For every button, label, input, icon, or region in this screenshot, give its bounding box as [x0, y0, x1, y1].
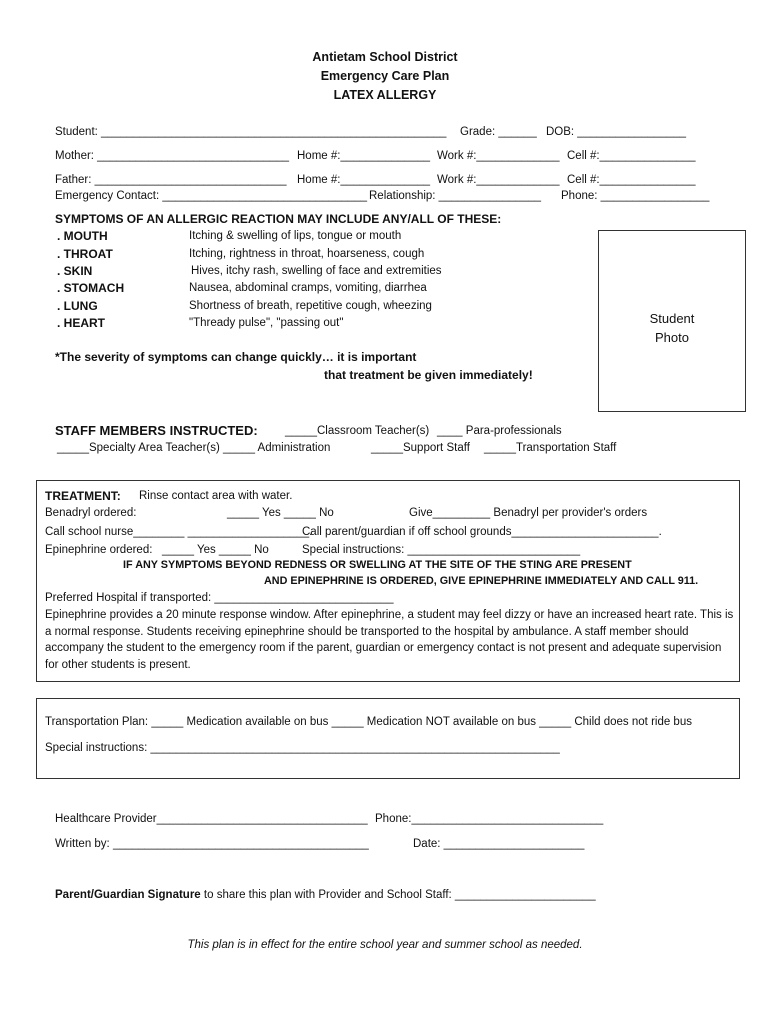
signature-label: Parent/Guardian Signature	[55, 889, 201, 901]
grade-field[interactable]: Grade: ______	[460, 126, 537, 138]
severity-warning-cont: that treatment be given immediately!	[324, 368, 533, 382]
rinse-instruction: Rinse contact area with water.	[139, 490, 293, 502]
mother-home-field[interactable]: Home #:______________	[297, 150, 431, 162]
symptom-area: . HEART	[57, 316, 105, 330]
symptom-area: . MOUTH	[57, 229, 108, 243]
symptom-desc: "Thready pulse", "passing out"	[189, 317, 344, 329]
student-field[interactable]: Student: ______________________________________________________	[55, 126, 447, 138]
emergency-contact-field[interactable]: Emergency Contact: ________________________________	[55, 190, 368, 202]
symptom-area: . THROAT	[57, 247, 113, 261]
benadryl-ordered-label: Benadryl ordered:	[45, 507, 137, 519]
classroom-teacher-field[interactable]: _____Classroom Teacher(s)	[285, 425, 430, 437]
transportation-staff-field[interactable]: _____Transportation Staff	[484, 442, 617, 454]
student-photo-label	[599, 309, 745, 347]
mother-field[interactable]: Mother: ______________________________	[55, 150, 290, 162]
plan-title: Emergency Care Plan	[320, 69, 450, 83]
call-parent-field[interactable]: Call parent/guardian if off school grounds_______________________.	[302, 526, 662, 538]
alert-line-1: IF ANY SYMPTOMS BEYOND REDNESS OR SWELLING AT THE SITE OF THE STING ARE PRESENT	[123, 559, 632, 571]
symptom-desc: Nausea, abdominal cramps, vomiting, diarrhea	[189, 282, 427, 294]
specialty-admin-field[interactable]: _____Specialty Area Teacher(s) _____ Administration	[57, 442, 331, 454]
benadryl-yes-no[interactable]: _____ Yes _____ No	[227, 507, 334, 519]
symptom-desc: Itching, rightness in throat, hoarseness, cough	[189, 248, 425, 260]
staff-heading: STAFF MEMBERS INSTRUCTED:	[55, 423, 258, 438]
transportation-box	[36, 698, 740, 779]
give-benadryl-field[interactable]: Give_________ Benadryl per provider's orders	[409, 507, 648, 519]
severity-warning: *The severity of symptoms can change quickly… it is important	[55, 350, 417, 364]
healthcare-provider-field[interactable]: Healthcare Provider_________________________________	[55, 813, 368, 825]
district-title: Antietam School District	[312, 50, 458, 64]
dob-field[interactable]: DOB: _________________	[546, 126, 687, 138]
epinephrine-note: Epinephrine provides a 20 minute response window. After epinephrine, a student may feel dizzy or have an increased heart rate. This is a normal response. Students receiving epinephrine should be transported to the hospital by ambulance. A staff member should accompany the student to the emergency room if the parent, guardian or emergency contact is not present and adequate supervision for other students is present.	[45, 609, 734, 671]
photo-label-line2: Photo	[655, 330, 689, 345]
symptom-desc: Itching & swelling of lips, tongue or mouth	[189, 230, 402, 242]
student-photo-box	[598, 230, 746, 412]
special-instructions-field[interactable]: Special instructions: ___________________________	[302, 544, 581, 556]
condition-title: LATEX ALLERGY	[333, 88, 437, 102]
date-field[interactable]: Date: ______________________	[413, 838, 585, 850]
symptom-desc: Hives, itchy rash, swelling of face and extremities	[191, 265, 442, 277]
father-cell-field[interactable]: Cell #:_______________	[567, 174, 696, 186]
emergency-phone-field[interactable]: Phone: _________________	[561, 190, 710, 202]
symptom-area: . LUNG	[57, 299, 98, 313]
written-by-field[interactable]: Written by: ________________________________________	[55, 838, 369, 850]
alert-line-2: AND EPINEPHRINE IS ORDERED, GIVE EPINEPHRINE IMMEDIATELY AND CALL 911.	[264, 575, 699, 587]
transportation-plan-field[interactable]: Transportation Plan: _____ Medication available on bus _____ Medication NOT available on bus _____ Child does not ride bus	[45, 716, 692, 728]
signature-text[interactable]: to share this plan with Provider and School Staff: ______________________	[203, 889, 596, 901]
symptom-area: . STOMACH	[57, 281, 125, 295]
father-field[interactable]: Father: ______________________________	[55, 174, 287, 186]
provider-phone-field[interactable]: Phone:______________________________	[375, 813, 604, 825]
para-professionals-field[interactable]: ____ Para-professionals	[437, 425, 562, 437]
symptoms-heading: SYMPTOMS OF AN ALLERGIC REACTION MAY INCLUDE ANY/ALL OF THESE:	[55, 212, 502, 226]
mother-cell-field[interactable]: Cell #:_______________	[567, 150, 696, 162]
support-staff-field[interactable]: _____Support Staff	[371, 442, 470, 454]
call-nurse-field[interactable]: Call school nurse________ ___________________.	[45, 526, 313, 538]
footer-note: This plan is in effect for the entire school year and summer school as needed.	[187, 939, 583, 951]
preferred-hospital-field[interactable]: Preferred Hospital if transported: ____________________________	[45, 592, 394, 604]
signature-line[interactable]	[55, 889, 596, 901]
transport-special-instructions-field[interactable]: Special instructions: ________________________________________________________________	[45, 742, 560, 754]
father-work-field[interactable]: Work #:_____________	[437, 174, 560, 186]
photo-label-line1: Student	[649, 311, 695, 326]
treatment-heading: TREATMENT:	[45, 489, 121, 503]
relationship-field[interactable]: Relationship: ________________	[369, 190, 542, 202]
epinephrine-ordered-label: Epinephrine ordered:	[45, 544, 153, 556]
symptom-area: . SKIN	[57, 264, 93, 278]
mother-work-field[interactable]: Work #:_____________	[437, 150, 560, 162]
epinephrine-yes-no[interactable]: _____ Yes _____ No	[162, 544, 269, 556]
father-home-field[interactable]: Home #:______________	[297, 174, 431, 186]
symptom-desc: Shortness of breath, repetitive cough, wheezing	[189, 300, 432, 312]
